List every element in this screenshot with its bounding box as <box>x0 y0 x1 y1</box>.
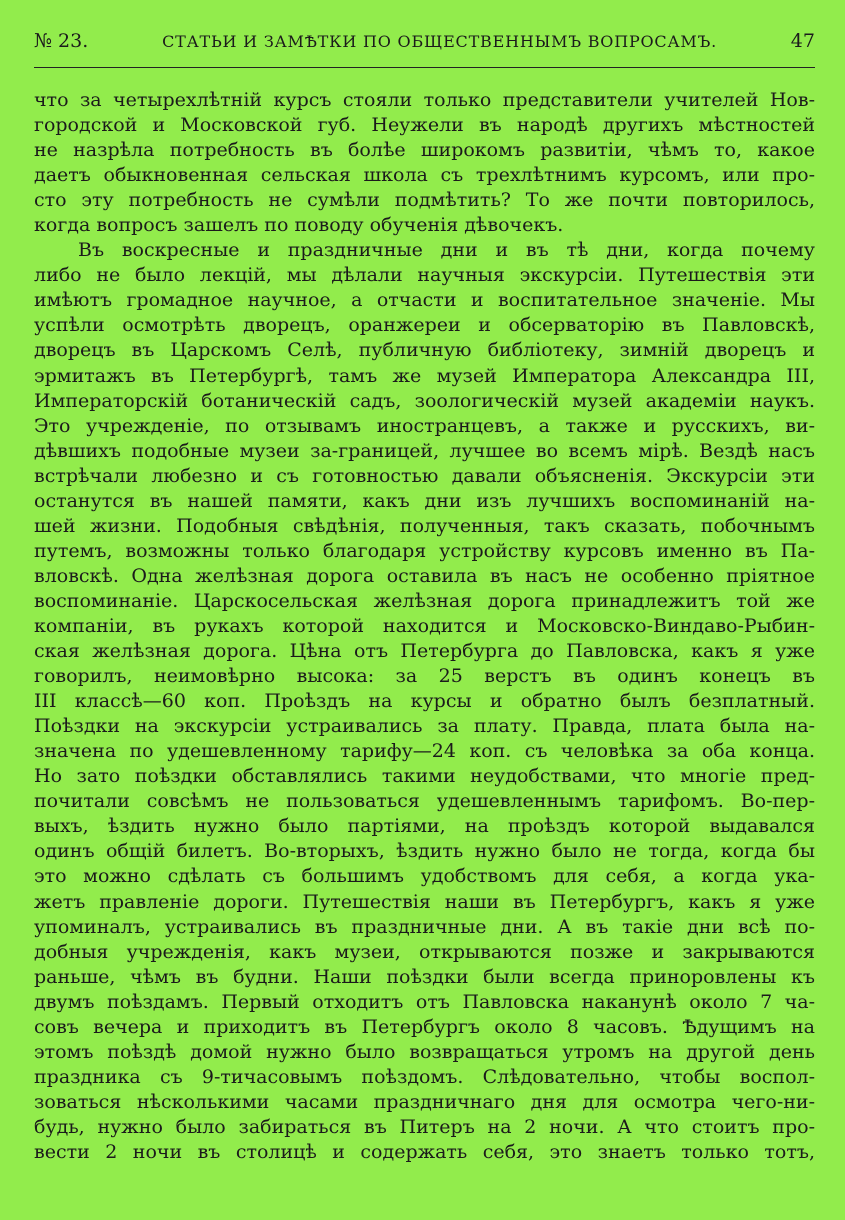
text-line: встрѣчали любезно и съ готовностью давали объясненiя. Экскурсiи эти <box>34 464 815 487</box>
text-line: двумъ поѣздамъ. Первый отходитъ отъ Павловска наканунѣ около 7 ча- <box>34 990 815 1013</box>
text-line: зоваться нѣсколькими часами праздничнаго дня для осмотра чего-ни- <box>34 1090 815 1113</box>
text-line: успѣли осмотрѣть дворецъ, оранжереи и обсерваторiю въ Павловскѣ, <box>34 314 815 337</box>
text-line: даетъ обыкновенная сельская школа съ трехлѣтнимъ курсомъ, или про- <box>34 164 815 187</box>
text-line: дѣвшихъ подобные музеи за-границей, лучшее во всемъ мiрѣ. Вездѣ насъ <box>34 439 815 462</box>
text-line: вести 2 ночи въ столицѣ и содержать себя, это знаетъ только тотъ, <box>34 1140 815 1163</box>
text-line: дворецъ въ Царскомъ Селѣ, публичную библiотеку, зимнiй дворецъ и <box>34 339 815 362</box>
text-line: путемъ, возможны только благодаря устройству курсовъ именно въ Па- <box>34 539 815 562</box>
text-line: будь, нужно было забираться въ Питеръ на 2 ночи. А что стоитъ про- <box>34 1115 815 1138</box>
text-line: что за четырехлѣтнiй курсъ стояли только представители учителей Нов- <box>34 89 815 111</box>
text-line: шей жизни. Подобныя свѣдѣнiя, полученныя, такъ сказать, побочнымъ <box>34 514 815 537</box>
text-line: совъ вечера и приходитъ въ Петербургъ около 8 часовъ. Ѣдущимъ на <box>34 1015 815 1038</box>
text-line: эрмитажъ въ Петербургѣ, тамъ же музей Императора Александра III, <box>34 364 815 387</box>
text-line: почитали совсѣмъ не пользоваться удешевленнымъ тарифомъ. Во-пер- <box>34 790 815 813</box>
text-line: праздника съ 9-тичасовымъ поѣздомъ. Слѣдовательно, чтобы воспол- <box>34 1065 815 1088</box>
text-line: городской и Московской губ. Неужели въ народѣ другихъ мѣстностей <box>34 114 815 137</box>
text-line: Поѣздки на экскурсiи устраивались за плату. Правда, плата была на- <box>34 715 815 738</box>
text-line: это можно сдѣлать съ большимъ удобствомъ для себя, а когда ука- <box>34 865 815 888</box>
issue-number: № 23. <box>34 30 89 52</box>
text-line: останутся въ нашей памяти, какъ дни изъ лучшихъ воспоминанiй на- <box>34 489 815 512</box>
section-title: СТАТЬИ И ЗАМѢТКИ ПО ОБЩЕСТВЕННЫМЪ ВОПРОСАМЪ. <box>162 32 717 51</box>
text-line: ская желѣзная дорога. Цѣна отъ Петербурга до Павловска, какъ я уже <box>34 640 815 663</box>
text-line: значена по удешевленному тарифу—24 коп. съ человѣка за оба конца. <box>34 740 815 763</box>
text-line: Но зато поѣздки обставлялись такими неудобствами, что многiе пред- <box>34 765 815 788</box>
text-line: Императорскiй ботаническiй садъ, зоологическiй музей академiи наукъ. <box>34 389 815 412</box>
text-line: Это учрежденiе, по отзывамъ иностранцевъ, а также и русскихъ, ви- <box>34 414 815 437</box>
text-line: упоминалъ, устраивались въ праздничные дни. А въ такiе дни всѣ по- <box>34 915 815 938</box>
text-line: III классѣ—60 коп. Проѣздъ на курсы и обратно былъ безплатный. <box>34 690 815 713</box>
text-line: добныя учрежденiя, какъ музеи, открываются позже и закрываются <box>34 940 815 963</box>
text-line: компанiи, въ рукахъ которой находится и Московско-Виндаво-Рыбин- <box>34 614 815 637</box>
text-line: одинъ общiй билетъ. Во-вторыхъ, ѣздить нужно было не тогда, когда бы <box>34 840 815 863</box>
text-line: вловскѣ. Одна желѣзная дорога оставила въ насъ не особенно прiятное <box>34 564 815 587</box>
header-rule <box>34 67 815 68</box>
text-line: воспоминанiе. Царскосельская желѣзная дорога принадлежитъ той же <box>34 589 815 612</box>
text-line: выхъ, ѣздить нужно было партiями, на проѣздъ которой выдавался <box>34 815 815 838</box>
text-line: раньше, чѣмъ въ будни. Наши поѣздки были всегда приноровлены къ <box>34 965 815 988</box>
body-text <box>34 88 815 1165</box>
text-line: не назрѣла потребность въ болѣе широкомъ развитiи, чѣмъ то, какое <box>34 139 815 162</box>
text-line: либо не было лекцiй, мы дѣлали научныя экскурсiи. Путешествiя эти <box>34 264 815 287</box>
text-line: Въ воскресные и праздничные дни и въ тѣ дни, когда почему <box>78 239 815 262</box>
text-line: говорилъ, неимовѣрно высока: за 25 верстъ въ одинъ конецъ въ <box>34 665 815 688</box>
text-line: имѣютъ громадное научное, а отчасти и воспитательное значенiе. Мы <box>34 289 815 312</box>
text-line: сто эту потребность не сумѣли подмѣтить? То же почти повторилось, <box>34 189 815 212</box>
text-line: жетъ правленiе дороги. Путешествiя наши въ Петербургъ, какъ я уже <box>34 890 815 913</box>
page-number: 47 <box>790 30 815 52</box>
text-line: этомъ поѣздѣ домой нужно было возвращаться утромъ на другой день <box>34 1040 815 1063</box>
running-header <box>34 30 815 64</box>
text-line: когда вопросъ зашелъ по поводу обученiя дѣвочекъ. <box>34 214 564 237</box>
